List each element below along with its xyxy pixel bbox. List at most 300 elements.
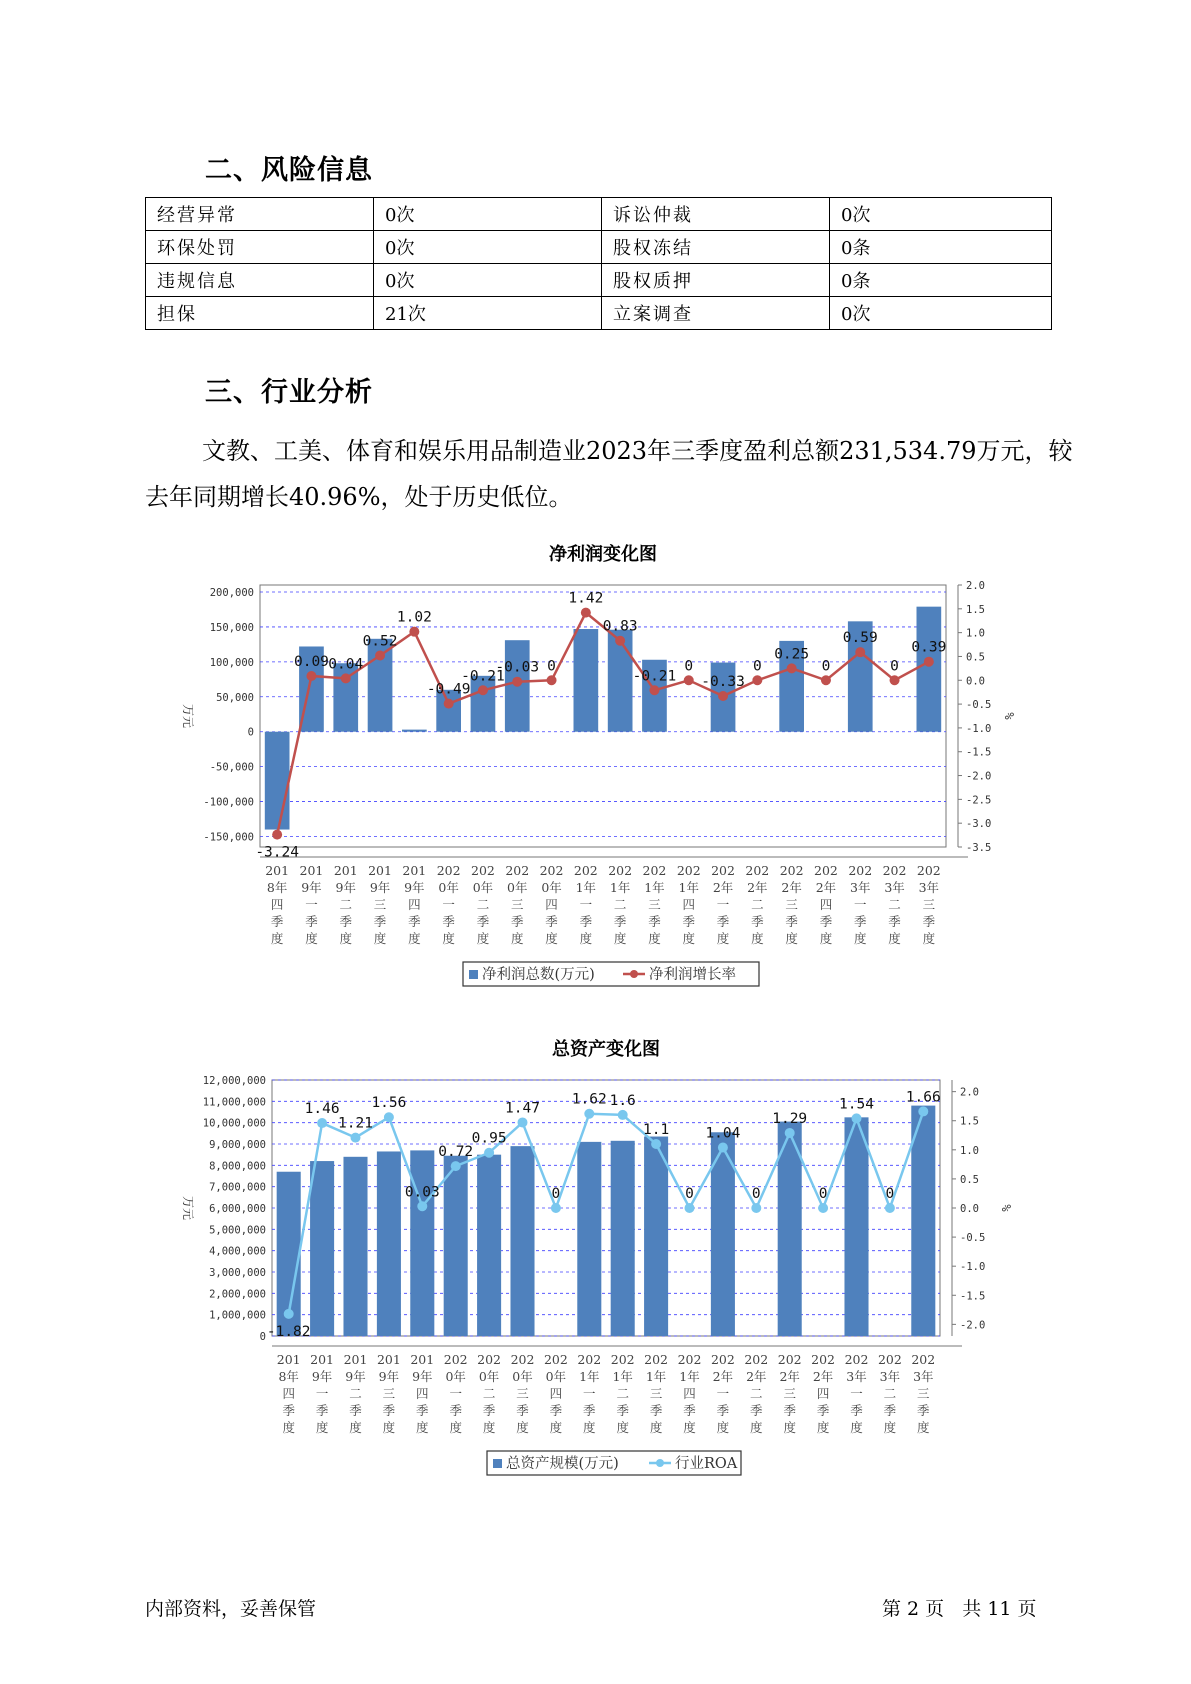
data-label: 0.39 bbox=[911, 639, 947, 656]
data-label: 0.83 bbox=[602, 618, 638, 635]
data-label: -3.24 bbox=[255, 844, 299, 861]
data-label: 1.29 bbox=[772, 1110, 808, 1127]
y-axis-label: 万元 bbox=[181, 1195, 195, 1221]
x-tick-label: 8年 bbox=[266, 880, 288, 895]
y-tick-label: 9,000,000 bbox=[209, 1139, 266, 1151]
x-tick-label: 202 bbox=[577, 1352, 602, 1367]
x-tick-label: 3年 bbox=[850, 880, 871, 895]
x-tick-label: 度 bbox=[270, 931, 284, 946]
y-tick-label: 3,000,000 bbox=[209, 1267, 266, 1279]
x-tick-label: 1年 bbox=[678, 880, 699, 895]
x-tick-label: 季 bbox=[476, 914, 490, 929]
x-tick-label: 度 bbox=[649, 1420, 663, 1435]
bar bbox=[844, 1117, 868, 1336]
line-point bbox=[551, 1203, 561, 1213]
x-tick-label: 1年 bbox=[645, 1369, 667, 1384]
x-tick-label: 度 bbox=[349, 1420, 362, 1435]
y2-tick-label: -1.0 bbox=[966, 722, 992, 735]
line-point bbox=[584, 1109, 594, 1119]
x-tick-label: 季 bbox=[883, 1403, 897, 1418]
x-tick-label: 度 bbox=[917, 1420, 930, 1435]
x-tick-label: 3年 bbox=[846, 1369, 867, 1384]
x-tick-label: 四 bbox=[682, 897, 696, 912]
x-tick-label: 1年 bbox=[575, 880, 597, 895]
x-tick-label: 201 bbox=[368, 863, 392, 878]
x-tick-label: 四 bbox=[549, 1386, 563, 1401]
x-tick-label: 一 bbox=[315, 1386, 329, 1401]
y2-axis-label: % bbox=[1002, 712, 1016, 720]
line-point bbox=[409, 627, 419, 637]
risk-value: 0次 bbox=[830, 198, 1052, 231]
x-tick-label: 2年 bbox=[746, 1369, 767, 1384]
line-point bbox=[890, 675, 900, 685]
x-tick-label: 202 bbox=[471, 863, 495, 878]
x-tick-label: 度 bbox=[716, 1420, 730, 1435]
x-tick-label: 度 bbox=[751, 931, 764, 946]
y2-tick-label: -2.0 bbox=[966, 770, 992, 783]
line-point bbox=[375, 651, 385, 661]
data-label: -0.33 bbox=[701, 673, 745, 690]
line-point bbox=[484, 1148, 494, 1158]
x-tick-label: 二 bbox=[751, 897, 764, 912]
x-tick-label: 季 bbox=[917, 1403, 930, 1418]
x-tick-label: 一 bbox=[442, 897, 455, 912]
x-tick-label: 二 bbox=[613, 897, 627, 912]
bar bbox=[611, 1141, 635, 1336]
y2-tick-label: 0.0 bbox=[960, 1203, 979, 1215]
table-row bbox=[146, 264, 1052, 297]
x-tick-label: 9年 bbox=[369, 880, 391, 895]
risk-value: 0次 bbox=[374, 264, 602, 297]
x-tick-label: 季 bbox=[819, 914, 833, 929]
x-tick-label: 202 bbox=[811, 1352, 836, 1367]
x-tick-label: 度 bbox=[373, 931, 387, 946]
y2-axis-label: % bbox=[999, 1204, 1013, 1212]
x-tick-label: 度 bbox=[408, 931, 421, 946]
y-tick-label: 7,000,000 bbox=[209, 1181, 266, 1194]
y2-tick-label: 1.5 bbox=[960, 1115, 979, 1128]
x-tick-label: 季 bbox=[516, 1403, 529, 1418]
y2-tick-label: -2.0 bbox=[960, 1319, 986, 1332]
data-label: 0.03 bbox=[404, 1184, 440, 1201]
data-label: 1.21 bbox=[338, 1115, 373, 1132]
line-point bbox=[918, 1106, 928, 1116]
x-tick-label: 201 bbox=[276, 1352, 301, 1367]
x-tick-label: 3年 bbox=[918, 880, 940, 895]
line-point bbox=[649, 685, 659, 695]
line-point bbox=[821, 675, 831, 685]
x-tick-label: 度 bbox=[442, 931, 455, 946]
data-label: 1.66 bbox=[905, 1089, 941, 1106]
bar bbox=[510, 1146, 534, 1336]
industry-paragraph bbox=[145, 428, 1075, 520]
bar bbox=[310, 1161, 334, 1336]
x-tick-label: 季 bbox=[579, 914, 593, 929]
x-tick-label: 201 bbox=[333, 863, 358, 878]
line-point bbox=[451, 1161, 461, 1171]
x-tick-label: 二 bbox=[616, 1386, 629, 1401]
x-tick-label: 度 bbox=[888, 931, 901, 946]
data-label: 1.47 bbox=[505, 1100, 540, 1117]
x-tick-label: 202 bbox=[777, 1352, 802, 1367]
y2-tick-label: -0.5 bbox=[960, 1232, 986, 1245]
y-tick-label: 0 bbox=[259, 1331, 266, 1343]
data-label: 0 bbox=[751, 1186, 761, 1202]
y2-tick-label: -1.5 bbox=[960, 1290, 986, 1303]
x-tick-label: 一 bbox=[850, 1386, 863, 1401]
x-tick-label: 度 bbox=[315, 1420, 329, 1435]
line-point bbox=[718, 1142, 728, 1152]
risk-label: 环保处罚 bbox=[146, 231, 374, 264]
x-tick-label: 202 bbox=[814, 863, 838, 878]
y2-tick-label: -3.0 bbox=[966, 818, 992, 831]
risk-label: 经营异常 bbox=[146, 198, 374, 231]
data-label: 0.04 bbox=[328, 656, 364, 673]
x-tick-label: 度 bbox=[449, 1420, 462, 1435]
line-point bbox=[718, 691, 728, 701]
y-tick-label: 8,000,000 bbox=[209, 1160, 266, 1173]
table-row bbox=[146, 198, 1052, 231]
x-tick-label: 季 bbox=[482, 1403, 496, 1418]
x-tick-label: 9年 bbox=[311, 1369, 333, 1384]
risk-table bbox=[145, 197, 1052, 330]
y-tick-label: 50,000 bbox=[216, 691, 254, 704]
x-tick-label: 四 bbox=[819, 897, 833, 912]
x-tick-label: 度 bbox=[616, 1420, 629, 1435]
chart-title: 净利润变化图 bbox=[549, 544, 657, 565]
data-label: -1.82 bbox=[266, 1323, 311, 1340]
x-tick-label: 度 bbox=[922, 931, 936, 946]
x-tick-label: 1年 bbox=[644, 880, 665, 895]
bar bbox=[402, 730, 427, 732]
x-tick-label: 1年 bbox=[679, 1369, 700, 1384]
x-tick-label: 度 bbox=[510, 931, 524, 946]
bar bbox=[644, 1137, 668, 1336]
x-tick-label: 202 bbox=[510, 1352, 535, 1367]
x-tick-label: 度 bbox=[683, 1420, 696, 1435]
x-tick-label: 度 bbox=[579, 931, 593, 946]
y-tick-label: 4,000,000 bbox=[209, 1245, 266, 1258]
x-tick-label: 季 bbox=[282, 1403, 295, 1418]
x-tick-label: 二 bbox=[349, 1386, 362, 1401]
x-tick-label: 3年 bbox=[913, 1369, 934, 1384]
data-label: -0.03 bbox=[495, 659, 540, 676]
line-point bbox=[615, 636, 625, 646]
line-point bbox=[752, 675, 762, 685]
x-tick-label: 202 bbox=[916, 863, 941, 878]
x-tick-label: 一 bbox=[716, 897, 730, 912]
x-tick-label: 三 bbox=[516, 1386, 529, 1401]
y2-tick-label: 0.0 bbox=[966, 675, 985, 688]
x-tick-label: 四 bbox=[683, 1386, 696, 1401]
x-tick-label: 2年 bbox=[712, 1369, 734, 1384]
x-tick-label: 三 bbox=[373, 897, 387, 912]
x-tick-label: 季 bbox=[922, 914, 936, 929]
x-tick-label: 季 bbox=[270, 914, 284, 929]
legend-line-marker bbox=[630, 970, 638, 978]
legend-bar-label: 总资产规模(万元) bbox=[506, 1456, 619, 1472]
x-tick-label: 季 bbox=[716, 914, 730, 929]
data-label: 1.02 bbox=[396, 609, 432, 626]
x-tick-label: 202 bbox=[443, 1352, 468, 1367]
risk-label: 股权质押 bbox=[602, 264, 830, 297]
x-tick-label: 202 bbox=[882, 863, 907, 878]
x-tick-label: 季 bbox=[373, 914, 387, 929]
risk-label: 股权冻结 bbox=[602, 231, 830, 264]
x-tick-label: 9年 bbox=[301, 880, 322, 895]
line-point bbox=[518, 1117, 528, 1127]
x-tick-label: 度 bbox=[648, 931, 661, 946]
x-tick-label: 度 bbox=[819, 931, 833, 946]
x-tick-label: 季 bbox=[716, 1403, 730, 1418]
x-tick-label: 度 bbox=[482, 1420, 496, 1435]
legend-bar-label: 净利润总数(万元) bbox=[482, 967, 595, 983]
x-tick-label: 202 bbox=[710, 1352, 735, 1367]
x-tick-label: 四 bbox=[545, 897, 558, 912]
x-tick-label: 9年 bbox=[412, 1369, 433, 1384]
bar bbox=[444, 1156, 468, 1336]
legend-line-label: 净利润增长率 bbox=[649, 967, 736, 983]
data-label: 0.25 bbox=[774, 646, 810, 663]
y-tick-label: 150,000 bbox=[209, 621, 254, 634]
x-tick-label: 季 bbox=[510, 914, 524, 929]
x-tick-label: 201 bbox=[299, 863, 324, 878]
x-tick-label: 202 bbox=[608, 863, 633, 878]
x-tick-label: 季 bbox=[442, 914, 455, 929]
y2-tick-label: 1.0 bbox=[960, 1144, 979, 1157]
y2-tick-label: 1.5 bbox=[966, 603, 985, 616]
x-tick-label: 三 bbox=[922, 897, 936, 912]
footer-left: 内部资料，妥善保管 bbox=[145, 1598, 317, 1620]
line-point bbox=[618, 1110, 628, 1120]
x-tick-label: 9年 bbox=[335, 880, 356, 895]
x-tick-label: 三 bbox=[382, 1386, 396, 1401]
x-tick-label: 202 bbox=[877, 1352, 902, 1367]
x-tick-label: 度 bbox=[783, 1420, 796, 1435]
x-tick-label: 度 bbox=[476, 931, 490, 946]
x-tick-label: 度 bbox=[516, 1420, 529, 1435]
x-tick-label: 202 bbox=[644, 1352, 669, 1367]
line-point bbox=[885, 1203, 895, 1213]
data-label: 0 bbox=[684, 658, 694, 675]
x-tick-label: 四 bbox=[270, 897, 284, 912]
y-tick-label: 12,000,000 bbox=[202, 1075, 266, 1087]
x-tick-label: 季 bbox=[750, 1403, 763, 1418]
x-tick-label: 2年 bbox=[781, 880, 802, 895]
line-point bbox=[855, 647, 865, 657]
x-tick-label: 季 bbox=[339, 914, 353, 929]
x-tick-label: 202 bbox=[676, 863, 701, 878]
risk-label: 违规信息 bbox=[146, 264, 374, 297]
y-tick-label: 11,000,000 bbox=[202, 1096, 266, 1109]
x-tick-label: 度 bbox=[613, 931, 627, 946]
line-point bbox=[478, 685, 488, 695]
line-point bbox=[317, 1118, 327, 1128]
y-tick-label: -50,000 bbox=[209, 761, 254, 774]
x-tick-label: 2年 bbox=[712, 880, 734, 895]
data-label: 0 bbox=[752, 658, 762, 675]
x-tick-label: 0年 bbox=[545, 1369, 567, 1384]
x-tick-label: 度 bbox=[339, 931, 353, 946]
footer-page-number: 第 2 页 共 11 页 bbox=[882, 1598, 1037, 1620]
table-row bbox=[146, 297, 1052, 330]
x-tick-label: 2年 bbox=[779, 1369, 800, 1384]
x-tick-label: 0年 bbox=[445, 1369, 466, 1384]
x-tick-label: 季 bbox=[751, 914, 764, 929]
x-tick-label: 三 bbox=[783, 1386, 796, 1401]
x-tick-label: 三 bbox=[648, 897, 661, 912]
risk-label: 立案调查 bbox=[602, 297, 830, 330]
line-point bbox=[852, 1113, 862, 1123]
x-tick-label: 度 bbox=[549, 1420, 563, 1435]
data-label: 1.54 bbox=[839, 1096, 874, 1113]
data-label: 1.62 bbox=[571, 1091, 607, 1108]
x-tick-label: 1年 bbox=[609, 880, 631, 895]
bar bbox=[343, 1157, 367, 1336]
y2-tick-label: -2.5 bbox=[966, 794, 992, 807]
chart-title: 总资产变化图 bbox=[552, 1039, 660, 1060]
data-label: 0 bbox=[547, 658, 556, 675]
data-label: 0.72 bbox=[438, 1144, 474, 1161]
y2-tick-label: 0.5 bbox=[966, 651, 985, 664]
x-tick-label: 季 bbox=[853, 914, 867, 929]
x-tick-label: 0年 bbox=[512, 1369, 533, 1384]
table-row bbox=[146, 231, 1052, 264]
x-tick-label: 度 bbox=[716, 931, 730, 946]
risk-value: 0条 bbox=[830, 264, 1052, 297]
y2-tick-label: 2.0 bbox=[960, 1086, 979, 1099]
x-tick-label: 度 bbox=[850, 1420, 863, 1435]
y-tick-label: 100,000 bbox=[209, 656, 254, 669]
x-tick-label: 202 bbox=[642, 863, 667, 878]
data-label: 0.52 bbox=[362, 633, 398, 650]
data-label: 1.1 bbox=[642, 1122, 670, 1138]
line-point bbox=[384, 1112, 394, 1122]
risk-label: 担保 bbox=[146, 297, 374, 330]
x-tick-label: 二 bbox=[339, 897, 353, 912]
line-point bbox=[818, 1203, 828, 1213]
y-tick-label: 10,000,000 bbox=[202, 1117, 266, 1130]
x-tick-label: 一 bbox=[583, 1386, 596, 1401]
line-point bbox=[351, 1133, 361, 1143]
x-tick-label: 一 bbox=[449, 1386, 462, 1401]
x-tick-label: 三 bbox=[510, 897, 524, 912]
data-label: -0.21 bbox=[632, 668, 677, 685]
line-point bbox=[684, 675, 694, 685]
x-tick-label: 202 bbox=[436, 863, 461, 878]
x-tick-label: 202 bbox=[711, 863, 735, 878]
x-tick-label: 201 bbox=[410, 1352, 435, 1367]
y-tick-label: 6,000,000 bbox=[209, 1203, 266, 1215]
y-tick-label: -100,000 bbox=[203, 796, 254, 809]
x-tick-label: 季 bbox=[545, 914, 558, 929]
x-tick-label: 201 bbox=[343, 1352, 368, 1367]
y2-tick-label: -3.5 bbox=[966, 842, 992, 854]
x-tick-label: 季 bbox=[315, 1403, 329, 1418]
y2-tick-label: 0.5 bbox=[960, 1173, 979, 1186]
x-tick-label: 2年 bbox=[815, 880, 837, 895]
bar bbox=[377, 1151, 401, 1336]
x-tick-label: 一 bbox=[716, 1386, 730, 1401]
x-tick-label: 度 bbox=[583, 1420, 596, 1435]
data-label: 1.42 bbox=[568, 590, 604, 607]
x-tick-label: 四 bbox=[408, 897, 421, 912]
data-label: 0 bbox=[685, 1186, 694, 1202]
net-profit-chart bbox=[0, 535, 1191, 995]
x-tick-label: 季 bbox=[549, 1403, 563, 1418]
line-point bbox=[924, 657, 934, 667]
y-tick-label: 2,000,000 bbox=[209, 1288, 266, 1301]
x-tick-label: 季 bbox=[305, 914, 318, 929]
y2-tick-label: 1.0 bbox=[966, 627, 985, 640]
line-point bbox=[272, 830, 282, 840]
y2-tick-label: -1.5 bbox=[966, 746, 992, 759]
x-tick-label: 三 bbox=[785, 897, 798, 912]
x-tick-label: 四 bbox=[816, 1386, 830, 1401]
y-axis-label: 万元 bbox=[181, 703, 195, 729]
x-tick-label: 202 bbox=[610, 1352, 635, 1367]
y-tick-label: 1,000,000 bbox=[209, 1309, 266, 1322]
x-tick-label: 202 bbox=[677, 1352, 702, 1367]
x-tick-label: 季 bbox=[682, 914, 696, 929]
x-tick-label: 0年 bbox=[507, 880, 528, 895]
x-tick-label: 9年 bbox=[378, 1369, 400, 1384]
x-tick-label: 四 bbox=[416, 1386, 429, 1401]
line-point bbox=[417, 1201, 427, 1211]
x-tick-label: 202 bbox=[477, 1352, 502, 1367]
line-point bbox=[512, 677, 522, 687]
x-tick-label: 季 bbox=[416, 1403, 429, 1418]
legend-bar-swatch bbox=[493, 1459, 502, 1468]
bar bbox=[577, 1142, 601, 1336]
data-label: 0 bbox=[890, 658, 899, 675]
legend-bar-swatch bbox=[469, 970, 478, 979]
line-point bbox=[651, 1139, 661, 1149]
x-tick-label: 季 bbox=[850, 1403, 863, 1418]
risk-value: 0次 bbox=[374, 198, 602, 231]
data-label: 0 bbox=[818, 1186, 828, 1202]
x-tick-label: 度 bbox=[816, 1420, 830, 1435]
y-tick-label: 0 bbox=[247, 726, 254, 739]
x-tick-label: 四 bbox=[282, 1386, 295, 1401]
x-tick-label: 201 bbox=[310, 1352, 335, 1367]
line-point bbox=[787, 663, 797, 673]
x-tick-label: 度 bbox=[853, 931, 867, 946]
risk-value: 0次 bbox=[374, 231, 602, 264]
data-label: 0 bbox=[551, 1186, 561, 1202]
data-label: 0 bbox=[885, 1186, 895, 1202]
data-label: 0.59 bbox=[842, 630, 878, 647]
x-tick-label: 3年 bbox=[884, 880, 905, 895]
bar bbox=[911, 1106, 935, 1336]
x-tick-label: 度 bbox=[785, 931, 798, 946]
data-label: 1.04 bbox=[705, 1125, 741, 1142]
industry-section-title: 三、行业分析 bbox=[205, 377, 373, 408]
x-tick-label: 1年 bbox=[579, 1369, 600, 1384]
x-tick-label: 度 bbox=[416, 1420, 429, 1435]
x-tick-label: 2年 bbox=[747, 880, 768, 895]
x-tick-label: 9年 bbox=[404, 880, 425, 895]
x-tick-label: 季 bbox=[613, 914, 627, 929]
x-tick-label: 202 bbox=[505, 863, 530, 878]
y-tick-label: -150,000 bbox=[203, 831, 254, 844]
x-tick-label: 8年 bbox=[278, 1369, 299, 1384]
x-tick-label: 季 bbox=[616, 1403, 629, 1418]
x-tick-label: 一 bbox=[853, 897, 867, 912]
risk-label: 诉讼仲裁 bbox=[602, 198, 830, 231]
x-tick-label: 一 bbox=[305, 897, 318, 912]
data-label: 0.95 bbox=[471, 1130, 507, 1147]
